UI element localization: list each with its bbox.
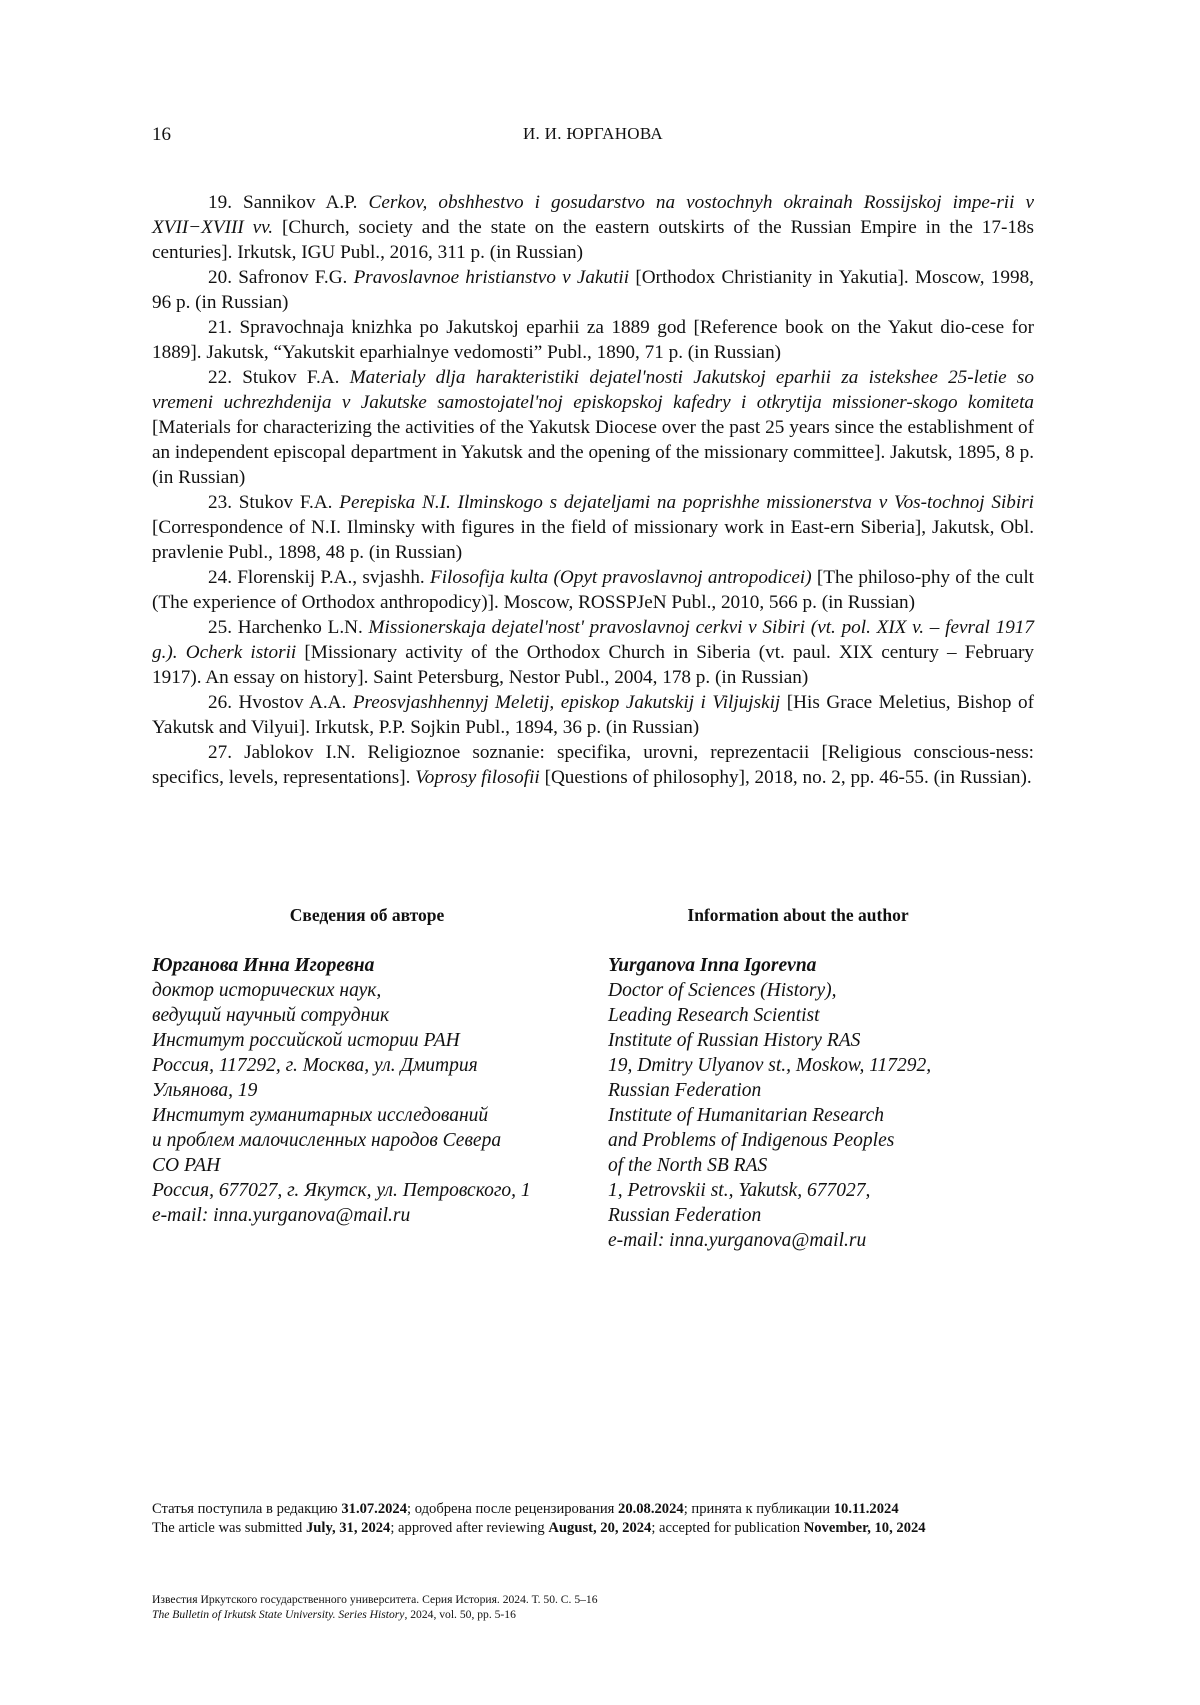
author-detail-line: Россия, 677027, г. Якутск, ул. Петровского, 1 — [152, 1180, 531, 1201]
date-approved-ru: 20.08.2024 — [618, 1501, 684, 1517]
running-head — [152, 124, 1034, 150]
author-detail-line: e-mail: inna.yurganova@mail.ru — [152, 1205, 411, 1226]
author-detail-line: Институт российской истории РАН — [152, 1030, 460, 1051]
author-detail-line: 1, Petrovskii st., Yakutsk, 677027, — [608, 1180, 871, 1201]
author-detail-line: 19, Dmitry Ulyanov st., Moskow, 117292, — [608, 1055, 932, 1076]
author-info-heading-en: Information about the author — [687, 905, 909, 925]
author-detail-line: ведущий научный сотрудник — [152, 1005, 390, 1026]
author-detail-line: Institute of Russian History RAS — [608, 1030, 861, 1051]
journal-citation-ru: Известия Иркутского государственного университета. Серия История. 2024. Т. 50. С. 5–16 — [152, 1593, 598, 1606]
author-detail-line: of the North SB RAS — [608, 1155, 768, 1176]
author-info-heading-ru: Сведения об авторе — [289, 905, 445, 925]
date-approved-en: August, 20, 2024 — [548, 1519, 652, 1536]
page-number: 16 — [152, 124, 171, 145]
journal-citation — [152, 1592, 1034, 1622]
reference-entry: 22. Stukov F.A. Materialy dlja harakteristiki dejatel'nosti Jakutskoj eparhii za istekshee 25-letie so vremeni uchrezhdenija v Jakutske samostojatel'noj episkopskoj kafedry i otkrytija missioner-skogo komiteta [Materials for characterizing the activities of the Yakutsk Diocese over the past 25 years since the establishment of an independent episcopal department in Yakutsk and the opening of the missionary committee]. Jakutsk, 1895, 8 p. (in Russian) — [152, 367, 1034, 488]
article-dates-ru: Статья поступила в редакцию 31.07.2024; одобрена после рецензирования 20.08.2024; принята к публикации 10.11.2024 — [152, 1501, 899, 1517]
reference-list — [152, 190, 1034, 790]
reference-entry: 26. Hvostov A.A. Preosvjashhennyj Meletij, episkop Jakutskij i Viljujskij [His Grace Meletius, Bishop of Yakutsk and Vilyui]. Irkutsk, P.P. Sojkin Publ., 1894, 36 p. (in Russian) — [152, 692, 1034, 738]
author-detail-line: Россия, 117292, г. Москва, ул. Дмитрия — [152, 1055, 478, 1076]
author-info-english — [608, 905, 1048, 1253]
reference-entry: 21. Spravochnaja knizhka po Jakutskoj eparhii za 1889 god [Reference book on the Yakut dio-cese for 1889]. Jakutsk, “Yakutskit eparhialnye vedomosti” Publ., 1890, 71 p. (in Russian) — [152, 317, 1034, 363]
reference-entry: 27. Jablokov I.N. Religioznoe soznanie: specifika, urovni, reprezentacii [Religious conscious-ness: specifics, levels, representations]. Voprosy filosofii [Questions of philosophy], 2018, no. 2, pp. 46-55. (in Russian). — [152, 742, 1034, 788]
author-detail-line: e-mail: inna.yurganova@mail.ru — [608, 1230, 867, 1251]
author-details-en — [608, 978, 1048, 1253]
author-detail-line: СО РАН — [152, 1155, 221, 1176]
author-detail-line: Doctor of Sciences (History), — [608, 980, 837, 1001]
author-detail-line: доктор исторических наук, — [152, 980, 382, 1001]
reference-entry: 23. Stukov F.A. Perepiska N.I. Ilminskogo s dejateljami na poprishhe missionerstva v Vos-tochnoj Sibiri [Correspondence of N.I. Ilminsky with figures in the field of missionary work in East-ern Siberia], Jakutsk, Obl. pravlenie Publ., 1898, 48 p. (in Russian) — [152, 492, 1034, 563]
reference-entry: 24. Florenskij P.A., svjashh. Filosofija kulta (Opyt pravoslavnoj antropodicei) [The philoso-phy of the cult (The experience of Orthodox anthropodicy)]. Moscow, ROSSPJeN Publ., 2010, 566 p. (in Russian) — [152, 567, 1035, 613]
author-detail-line: Институт гуманитарных исследований — [152, 1105, 489, 1126]
date-submitted-en: July, 31, 2024 — [306, 1519, 391, 1536]
date-accepted-en: November, 10, 2024 — [803, 1519, 926, 1536]
date-accepted-ru: 10.11.2024 — [833, 1501, 899, 1517]
reference-entry: 20. Safronov F.G. Pravoslavnoe hristianstvo v Jakutii [Orthodox Christianity in Yakutia]. Moscow, 1998, 96 p. (in Russian) — [152, 267, 1034, 313]
journal-citation-en: The Bulletin of Irkutsk State University. Series History, 2024, vol. 50, pp. 5-16 — [152, 1608, 516, 1621]
date-submitted-ru: 31.07.2024 — [341, 1501, 408, 1517]
author-detail-line: Ульянова, 19 — [152, 1080, 258, 1101]
running-title-author: И. И. ЮРГАНОВА — [522, 124, 664, 143]
author-name-en: Yurganova Inna Igorevna — [608, 955, 817, 976]
author-detail-line: Russian Federation — [608, 1080, 762, 1101]
author-detail-line: Russian Federation — [608, 1205, 762, 1226]
author-detail-line: and Problems of Indigenous Peoples — [608, 1130, 895, 1151]
author-details-ru — [152, 978, 592, 1228]
author-detail-line: Institute of Humanitarian Research — [608, 1105, 885, 1126]
reference-entry: 19. Sannikov A.P. Cerkov, obshhestvo i gosudarstvo na vostochnyh okrainah Rossijskoj impe-rii v XVII−XVIII vv. [Church, society and the state on the eastern outskirts of the Russian Empire in the 17-18s centuries]. Irkutsk, IGU Publ., 2016, 311 p. (in Russian) — [152, 192, 1035, 263]
author-info-russian — [152, 905, 592, 1228]
author-detail-line: и проблем малочисленных народов Севера — [152, 1130, 502, 1151]
article-dates — [152, 1500, 1034, 1537]
author-name-ru: Юрганова Инна Игоревна — [152, 955, 375, 976]
author-detail-line: Leading Research Scientist — [608, 1005, 820, 1026]
reference-entry: 25. Harchenko L.N. Missionerskaja dejatel'nost' pravoslavnoj cerkvi v Sibiri (vt. pol. XIX v. – fevral 1917 g.). Ocherk istorii [Missionary activity of the Orthodox Church in Siberia (vt. paul. XIX century – February 1917). An essay on history]. Saint Petersburg, Nestor Publ., 2004, 178 p. (in Russian) — [152, 617, 1034, 688]
article-dates-en: The article was submitted July, 31, 2024; approved after reviewing August, 20, 2024; accepted for publication November, 10, 2024 — [152, 1519, 926, 1536]
